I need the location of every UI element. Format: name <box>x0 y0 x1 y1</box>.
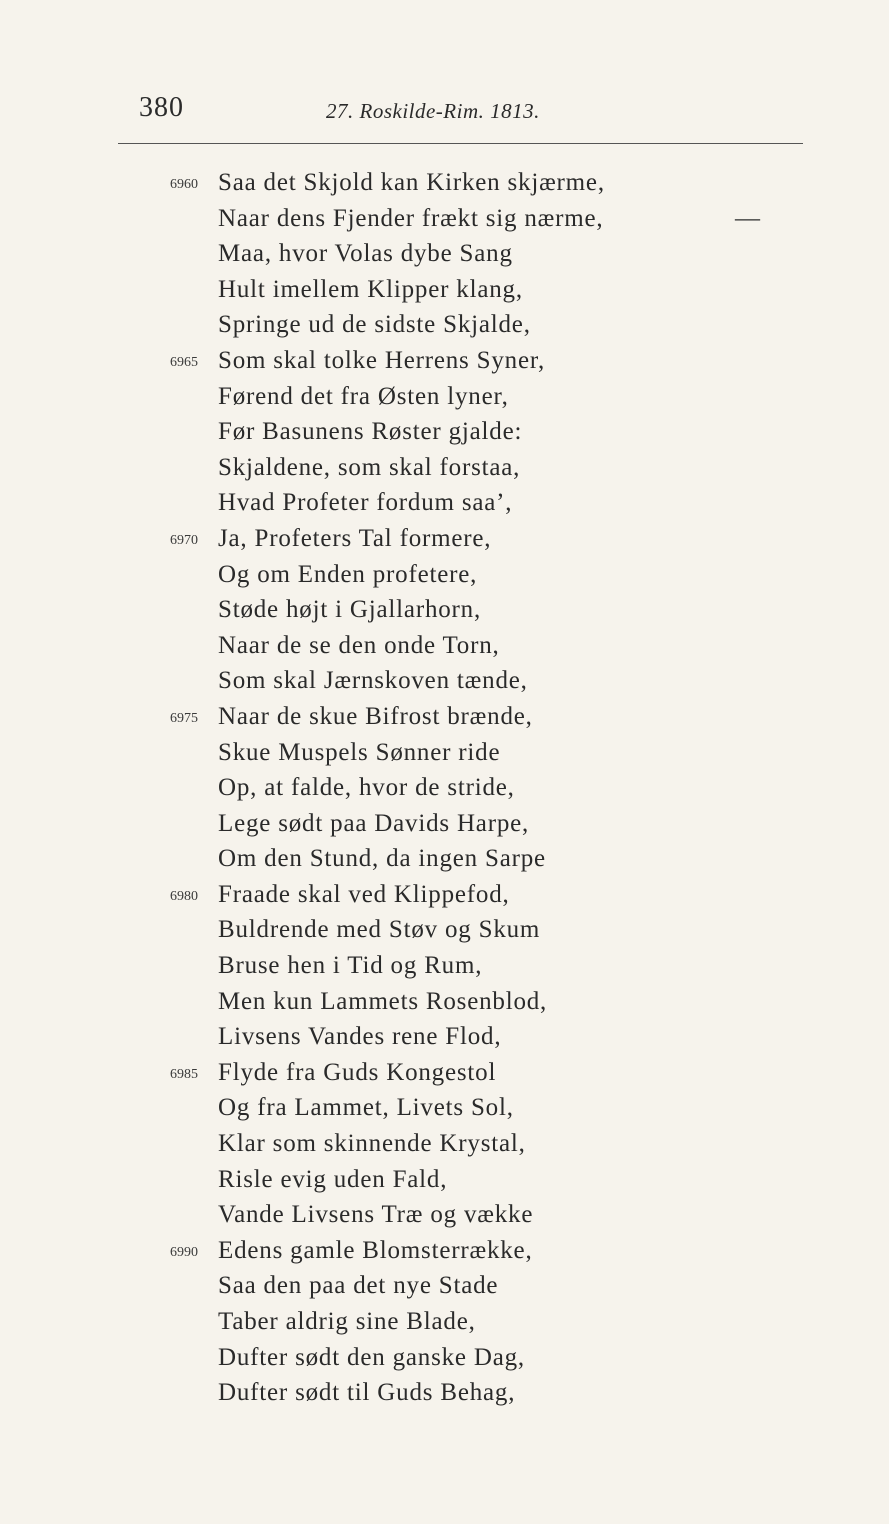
poem-line <box>0 1340 889 1376</box>
line-text: Livsens Vandes rene Flod, <box>218 1023 502 1051</box>
poem-line <box>0 984 889 1020</box>
poem-body <box>0 165 889 1411</box>
line-text: Hvad Profeter fordum saa’, <box>218 489 513 517</box>
poem-line <box>0 165 889 201</box>
line-text: Maa, hvor Volas dybe Sang <box>218 240 513 268</box>
poem-line <box>0 1019 889 1055</box>
line-number: 6980 <box>170 888 198 904</box>
line-text: Førend det fra Østen lyner, <box>218 382 509 410</box>
poem-line <box>0 912 889 948</box>
line-text: Hult imellem Klipper klang, <box>218 275 523 303</box>
poem-line <box>0 1268 889 1304</box>
line-text: Men kun Lammets Rosenblod, <box>218 987 548 1015</box>
line-text: Naar de skue Bifrost brænde, <box>218 702 533 730</box>
line-number: 6965 <box>170 354 198 370</box>
line-text: Og fra Lammet, Livets Sol, <box>218 1094 514 1122</box>
poem-line <box>0 806 889 842</box>
line-text: Edens gamle Blomsterrække, <box>218 1236 533 1264</box>
poem-line <box>0 236 889 272</box>
poem-line <box>0 663 889 699</box>
line-text: Dufter sødt til Guds Behag, <box>218 1379 516 1407</box>
line-text: Skjaldene, som skal forstaa, <box>218 453 521 481</box>
line-text: Op, at falde, hvor de stride, <box>218 774 515 802</box>
line-text: Skue Muspels Sønner ride <box>218 738 501 766</box>
line-text: Om den Stund, da ingen Sarpe <box>218 845 546 873</box>
line-text: Støde højt i Gjallarhorn, <box>218 596 482 624</box>
poem-line <box>0 343 889 379</box>
line-text: Springe ud de sidste Skjalde, <box>218 311 531 339</box>
line-text: Taber aldrig sine Blade, <box>218 1308 476 1335</box>
line-number: 6985 <box>170 1066 198 1082</box>
poem-line <box>0 521 889 557</box>
line-text: Buldrende med Støv og Skum <box>218 916 541 944</box>
line-text: Naar de se den onde Torn, <box>218 631 500 659</box>
line-number: 6970 <box>170 532 198 548</box>
poem-line <box>0 1162 889 1198</box>
poem-line <box>0 379 889 415</box>
running-head: 27. Roskilde-Rim. 1813. <box>326 99 540 123</box>
poem-line <box>0 450 889 486</box>
poem-line <box>0 628 889 664</box>
poem-line <box>0 699 889 735</box>
line-text: Bruse hen i Tid og Rum, <box>218 952 483 980</box>
poem-line <box>0 414 889 450</box>
line-number: 6975 <box>170 710 198 726</box>
poem-line <box>0 770 889 806</box>
poem-line <box>0 557 889 593</box>
line-text: Dufter sødt den ganske Dag, <box>218 1343 525 1371</box>
poem-line <box>0 1055 889 1091</box>
poem-line <box>0 735 889 771</box>
poem-line <box>0 1197 889 1233</box>
poem-line <box>0 948 889 984</box>
poem-line <box>0 307 889 343</box>
header-rule <box>118 143 803 144</box>
poem-line <box>0 485 889 521</box>
line-text: Naar dens Fjender frækt sig nærme, <box>218 204 604 232</box>
line-number: 6960 <box>170 177 198 192</box>
poem-line <box>0 841 889 877</box>
line-text: Fraade skal ved Klippefod, <box>218 880 510 908</box>
page-number: 380 <box>139 92 184 123</box>
line-text: Før Basunens Røster gjalde: <box>218 418 523 446</box>
line-text: Risle evig uden Fald, <box>218 1165 448 1193</box>
line-text: Og om Enden profetere, <box>218 560 478 588</box>
line-text: Klar som skinnende Krystal, <box>218 1130 526 1158</box>
poem-line <box>0 1090 889 1126</box>
poem-line <box>0 877 889 913</box>
line-text: Vande Livsens Træ og vække <box>218 1201 534 1229</box>
line-text: Saa det Skjold kan Kirken skjærme, <box>218 169 605 196</box>
poem-line <box>0 272 889 308</box>
poem-line <box>0 1233 889 1269</box>
line-text: Som skal Jærnskoven tænde, <box>218 667 528 695</box>
line-number: 6990 <box>170 1244 198 1260</box>
line-text: Ja, Profeters Tal formere, <box>218 524 492 552</box>
poem-line <box>0 1375 889 1411</box>
poem-line <box>0 201 889 237</box>
line-text: Flyde fra Guds Kongestol <box>218 1058 497 1086</box>
poem-line <box>0 1304 889 1340</box>
line-text: Som skal tolke Herrens Syner, <box>218 346 546 374</box>
line-text: Saa den paa det nye Stade <box>218 1272 499 1300</box>
page-header <box>0 92 889 132</box>
line-trailing-dash: — <box>735 204 760 232</box>
line-text: Lege sødt paa Davids Harpe, <box>218 809 530 837</box>
poem-line <box>0 1126 889 1162</box>
poem-line <box>0 592 889 628</box>
